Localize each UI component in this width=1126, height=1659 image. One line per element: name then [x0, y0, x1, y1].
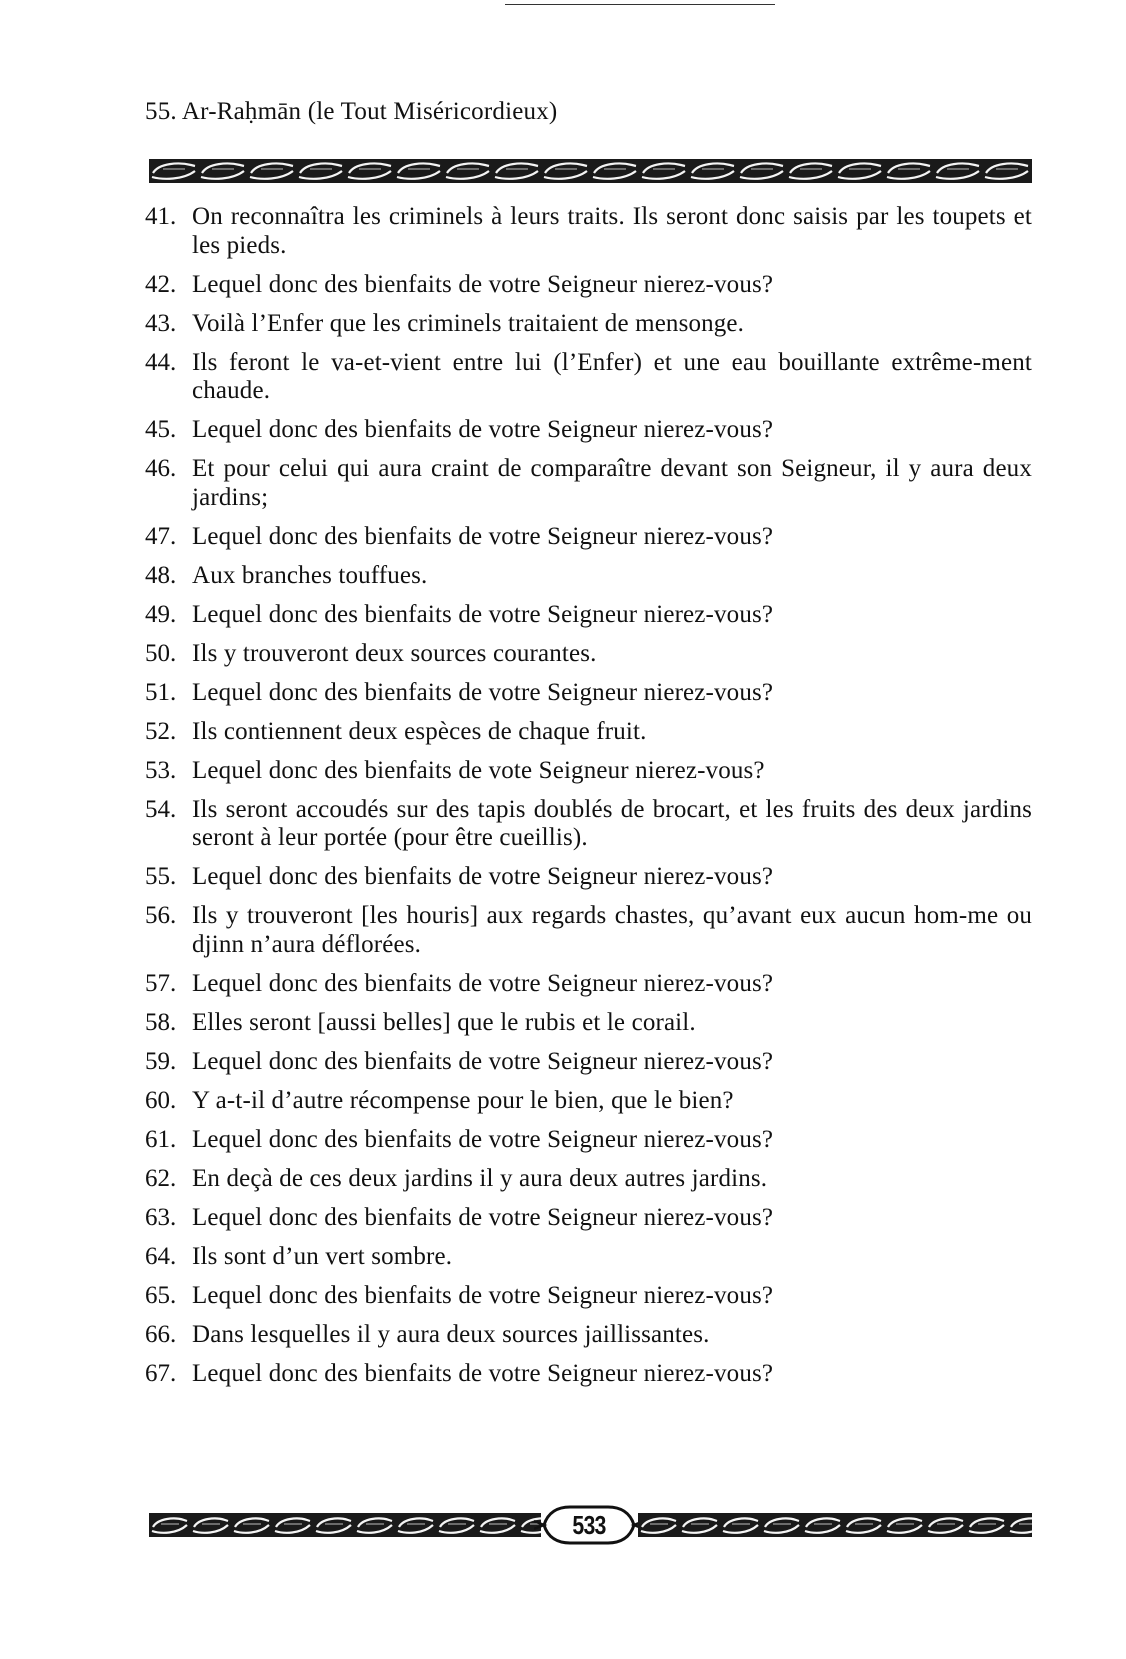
verse-51 [145, 679, 1032, 708]
verse-text: Lequel donc des bienfaits de vote Seigneur nierez-vous? [192, 756, 765, 784]
ornamental-band-bottom-left [149, 1513, 541, 1537]
verse-text: En deçà de ces deux jardins il y aura deux autres jardins. [192, 1164, 768, 1192]
page-number-cartouche [534, 1504, 644, 1546]
verse-text: Lequel donc des bienfaits de votre Seigneur nierez-vous? [192, 1359, 774, 1387]
chain-ornament [638, 1513, 1032, 1537]
verse-48 [145, 562, 1032, 591]
verse-text: Ils sont d’un vert sombre. [192, 1242, 453, 1270]
verse-text: Lequel donc des bienfaits de votre Seigneur nierez-vous? [192, 600, 774, 628]
verse-57 [145, 970, 1032, 999]
verse-66 [145, 1321, 1032, 1350]
verse-number: 52. [145, 717, 177, 745]
verse-49 [145, 601, 1032, 630]
verse-text: Lequel donc des bienfaits de votre Seigneur nierez-vous? [192, 1203, 774, 1231]
verse-text: Lequel donc des bienfaits de votre Seigneur nierez-vous? [192, 522, 774, 550]
verse-number: 47. [145, 522, 177, 550]
verse-text: Ils seront accoudés sur des tapis doublés de brocart, et les fruits des deux jardins seront à leur portée (pour être cueillis). [192, 795, 1032, 851]
verse-number: 49. [145, 600, 177, 628]
verse-text: Dans lesquelles il y aura deux sources jaillissantes. [192, 1320, 710, 1348]
running-head: 55. Ar-Raḥmān (le Tout Miséricordieux) [145, 98, 558, 125]
verse-text: Lequel donc des bienfaits de votre Seigneur nierez-vous? [192, 270, 774, 298]
verse-text: Lequel donc des bienfaits de votre Seigneur nierez-vous? [192, 678, 774, 706]
verse-number: 67. [145, 1359, 177, 1387]
verse-59 [145, 1048, 1032, 1077]
verse-number: 60. [145, 1086, 177, 1114]
verse-43 [145, 310, 1032, 339]
verse-number: 64. [145, 1242, 177, 1270]
verse-61 [145, 1126, 1032, 1155]
verse-text: Lequel donc des bienfaits de votre Seigneur nierez-vous? [192, 969, 774, 997]
verse-text: Et pour celui qui aura craint de comparaître devant son Seigneur, il y aura deux jardins; [192, 455, 1032, 511]
verse-42 [145, 271, 1032, 300]
verse-number: 51. [145, 678, 177, 706]
verse-number: 53. [145, 756, 177, 784]
verse-text: Lequel donc des bienfaits de votre Seigneur nierez-vous? [192, 1281, 774, 1309]
verse-54 [145, 796, 1032, 853]
verse-number: 55. [145, 863, 177, 890]
verse-number: 41. [145, 203, 177, 230]
verse-number: 61. [145, 1125, 177, 1153]
verse-text: Y a-t-il d’autre récompense pour le bien, que le bien? [192, 1086, 734, 1114]
verse-number: 45. [145, 416, 177, 443]
verse-text: Voilà l’Enfer que les criminels traitaient de mensonge. [192, 309, 745, 337]
verse-text: Lequel donc des bienfaits de votre Seigneur nierez-vous? [192, 863, 774, 890]
verse-number: 63. [145, 1203, 177, 1231]
verse-53 [145, 757, 1032, 786]
verse-number: 48. [145, 561, 177, 589]
verse-text: Ils contiennent deux espèces de chaque fruit. [192, 717, 647, 745]
verse-50 [145, 640, 1032, 669]
verse-46 [145, 455, 1032, 512]
verse-44 [145, 349, 1032, 406]
verse-62 [145, 1165, 1032, 1194]
verse-52 [145, 718, 1032, 747]
verse-number: 58. [145, 1008, 177, 1036]
verse-58 [145, 1009, 1032, 1038]
verse-text: Lequel donc des bienfaits de votre Seigneur nierez-vous? [192, 1047, 774, 1075]
verse-number: 42. [145, 270, 177, 298]
top-rule [505, 4, 775, 5]
verse-63 [145, 1204, 1032, 1233]
verse-number: 66. [145, 1320, 177, 1348]
verse-56 [145, 902, 1032, 959]
verse-text: Lequel donc des bienfaits de votre Seigneur nierez-vous? [192, 416, 774, 443]
verse-number: 54. [145, 795, 177, 823]
verse-45 [145, 416, 1032, 445]
verse-number: 46. [145, 455, 177, 482]
verse-text: Elles seront [aussi belles] que le rubis et le corail. [192, 1008, 696, 1036]
verse-text: Ils y trouveront deux sources courantes. [192, 639, 597, 667]
verse-text: On reconnaîtra les criminels à leurs traits. Ils seront donc saisis par les toupets et les pieds. [192, 203, 1032, 259]
page-number: 533 [572, 1510, 606, 1540]
chain-ornament [149, 159, 1032, 183]
ornamental-band-bottom-right [638, 1513, 1032, 1537]
verse-47 [145, 523, 1032, 552]
verse-number: 65. [145, 1281, 177, 1309]
verse-text: Ils feront le va-et-vient entre lui (l’Enfer) et une eau bouillante extrême-ment chaude. [192, 348, 1032, 404]
verse-text: Aux branches touffues. [192, 561, 428, 589]
verse-number: 43. [145, 309, 177, 337]
ornamental-band-top [149, 159, 1032, 183]
verse-67 [145, 1360, 1032, 1389]
verse-text: Ils y trouveront [les houris] aux regards chastes, qu’avant eux aucun hom-me ou djinn n’aura déflorées. [192, 902, 1032, 958]
verse-55 [145, 863, 1032, 892]
verse-60 [145, 1087, 1032, 1116]
verse-number: 62. [145, 1164, 177, 1192]
verse-number: 44. [145, 348, 177, 376]
verse-65 [145, 1282, 1032, 1311]
verse-number: 57. [145, 969, 177, 997]
verse-number: 59. [145, 1047, 177, 1075]
verse-number: 50. [145, 639, 177, 667]
verse-64 [145, 1243, 1032, 1272]
verse-text: Lequel donc des bienfaits de votre Seigneur nierez-vous? [192, 1125, 774, 1153]
chain-ornament [149, 1513, 541, 1537]
verse-list [145, 203, 1032, 1399]
verse-number: 56. [145, 902, 177, 929]
verse-41 [145, 203, 1032, 260]
